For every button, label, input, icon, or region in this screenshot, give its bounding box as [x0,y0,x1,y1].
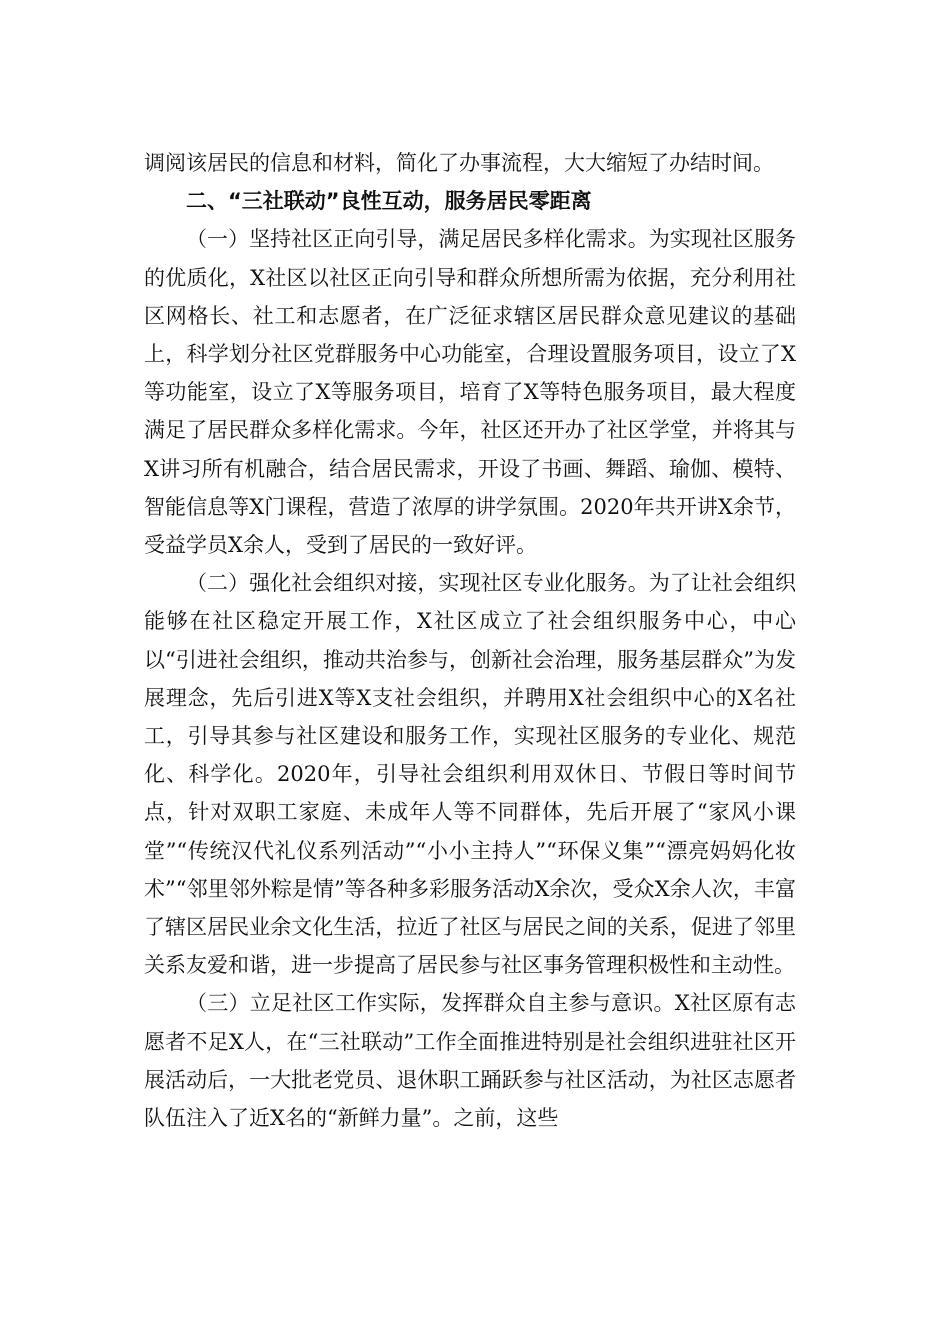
paragraph-1: （一）坚持社区正向引导，满足居民多样化需求。为实现社区服务的优质化，X社区以社区正向引导和群众所想所需为依据，充分利用社区网格长、社工和志愿者，在广泛征求辖区居民群众意见建议的基础上，科学划分社区党群服务中心功能室，合理设置服务项目，设立了X等功能室，设立了X等服务项目，培育了X等特色服务项目，最大程度满足了居民群众多样化需求。今年，社区还开办了社区学堂，并将其与X讲习所有机融合，结合居民需求，开设了书画、舞蹈、瑜伽、模特、智能信息等X门课程，营造了浓厚的讲学氛围。2020年共开讲X余节，受益学员X余人，受到了居民的一致好评。 [144,227,796,558]
paragraph-2: （二）强化社会组织对接，实现社区专业化服务。为了让社会组织能够在社区稳定开展工作，X社区成立了社会组织服务中心，中心以“引进社会组织，推动共治参与，创新社会治理，服务基层群众”为发展理念，先后引进X等X支社会组织，并聘用X社会组织中心的X名社工，引导其参与社区建设和服务工作，实现社区服务的专业化、规范化、科学化。2020年，引导社会组织利用双休日、节假日等时间节点，针对双职工家庭、未成年人等不同群体，先后开展了“家风小课堂”“传统汉代礼仪系列活动”“小小主持人”“环保义集”“漂亮妈妈化妆术”“邻里邻外粽是情”等各种多彩服务活动X余次，受众X余人次，丰富了辖区居民业余文化生活，拉近了社区与居民之间的关系，促进了邻里关系友爱和谐，进一步提高了居民参与社区事务管理积极性和主动性。 [144,571,796,978]
document-body [144,144,796,1137]
continuation-paragraph: 调阅该居民的信息和材料，简化了办事流程，大大缩短了办结时间。 [144,151,774,175]
paragraph-3: （三）立足社区工作实际，发挥群众自主参与意识。X社区原有志愿者不足X人，在“三社联动”工作全面推进特别是社会组织进驻社区开展活动后，一大批老党员、退休职工踊跃参与社区活动，为社区志愿者队伍注入了近X名的“新鲜力量”。之前，这些 [144,991,796,1131]
section-heading: 二、“三社联动”良性互动，服务居民零距离 [186,189,592,214]
